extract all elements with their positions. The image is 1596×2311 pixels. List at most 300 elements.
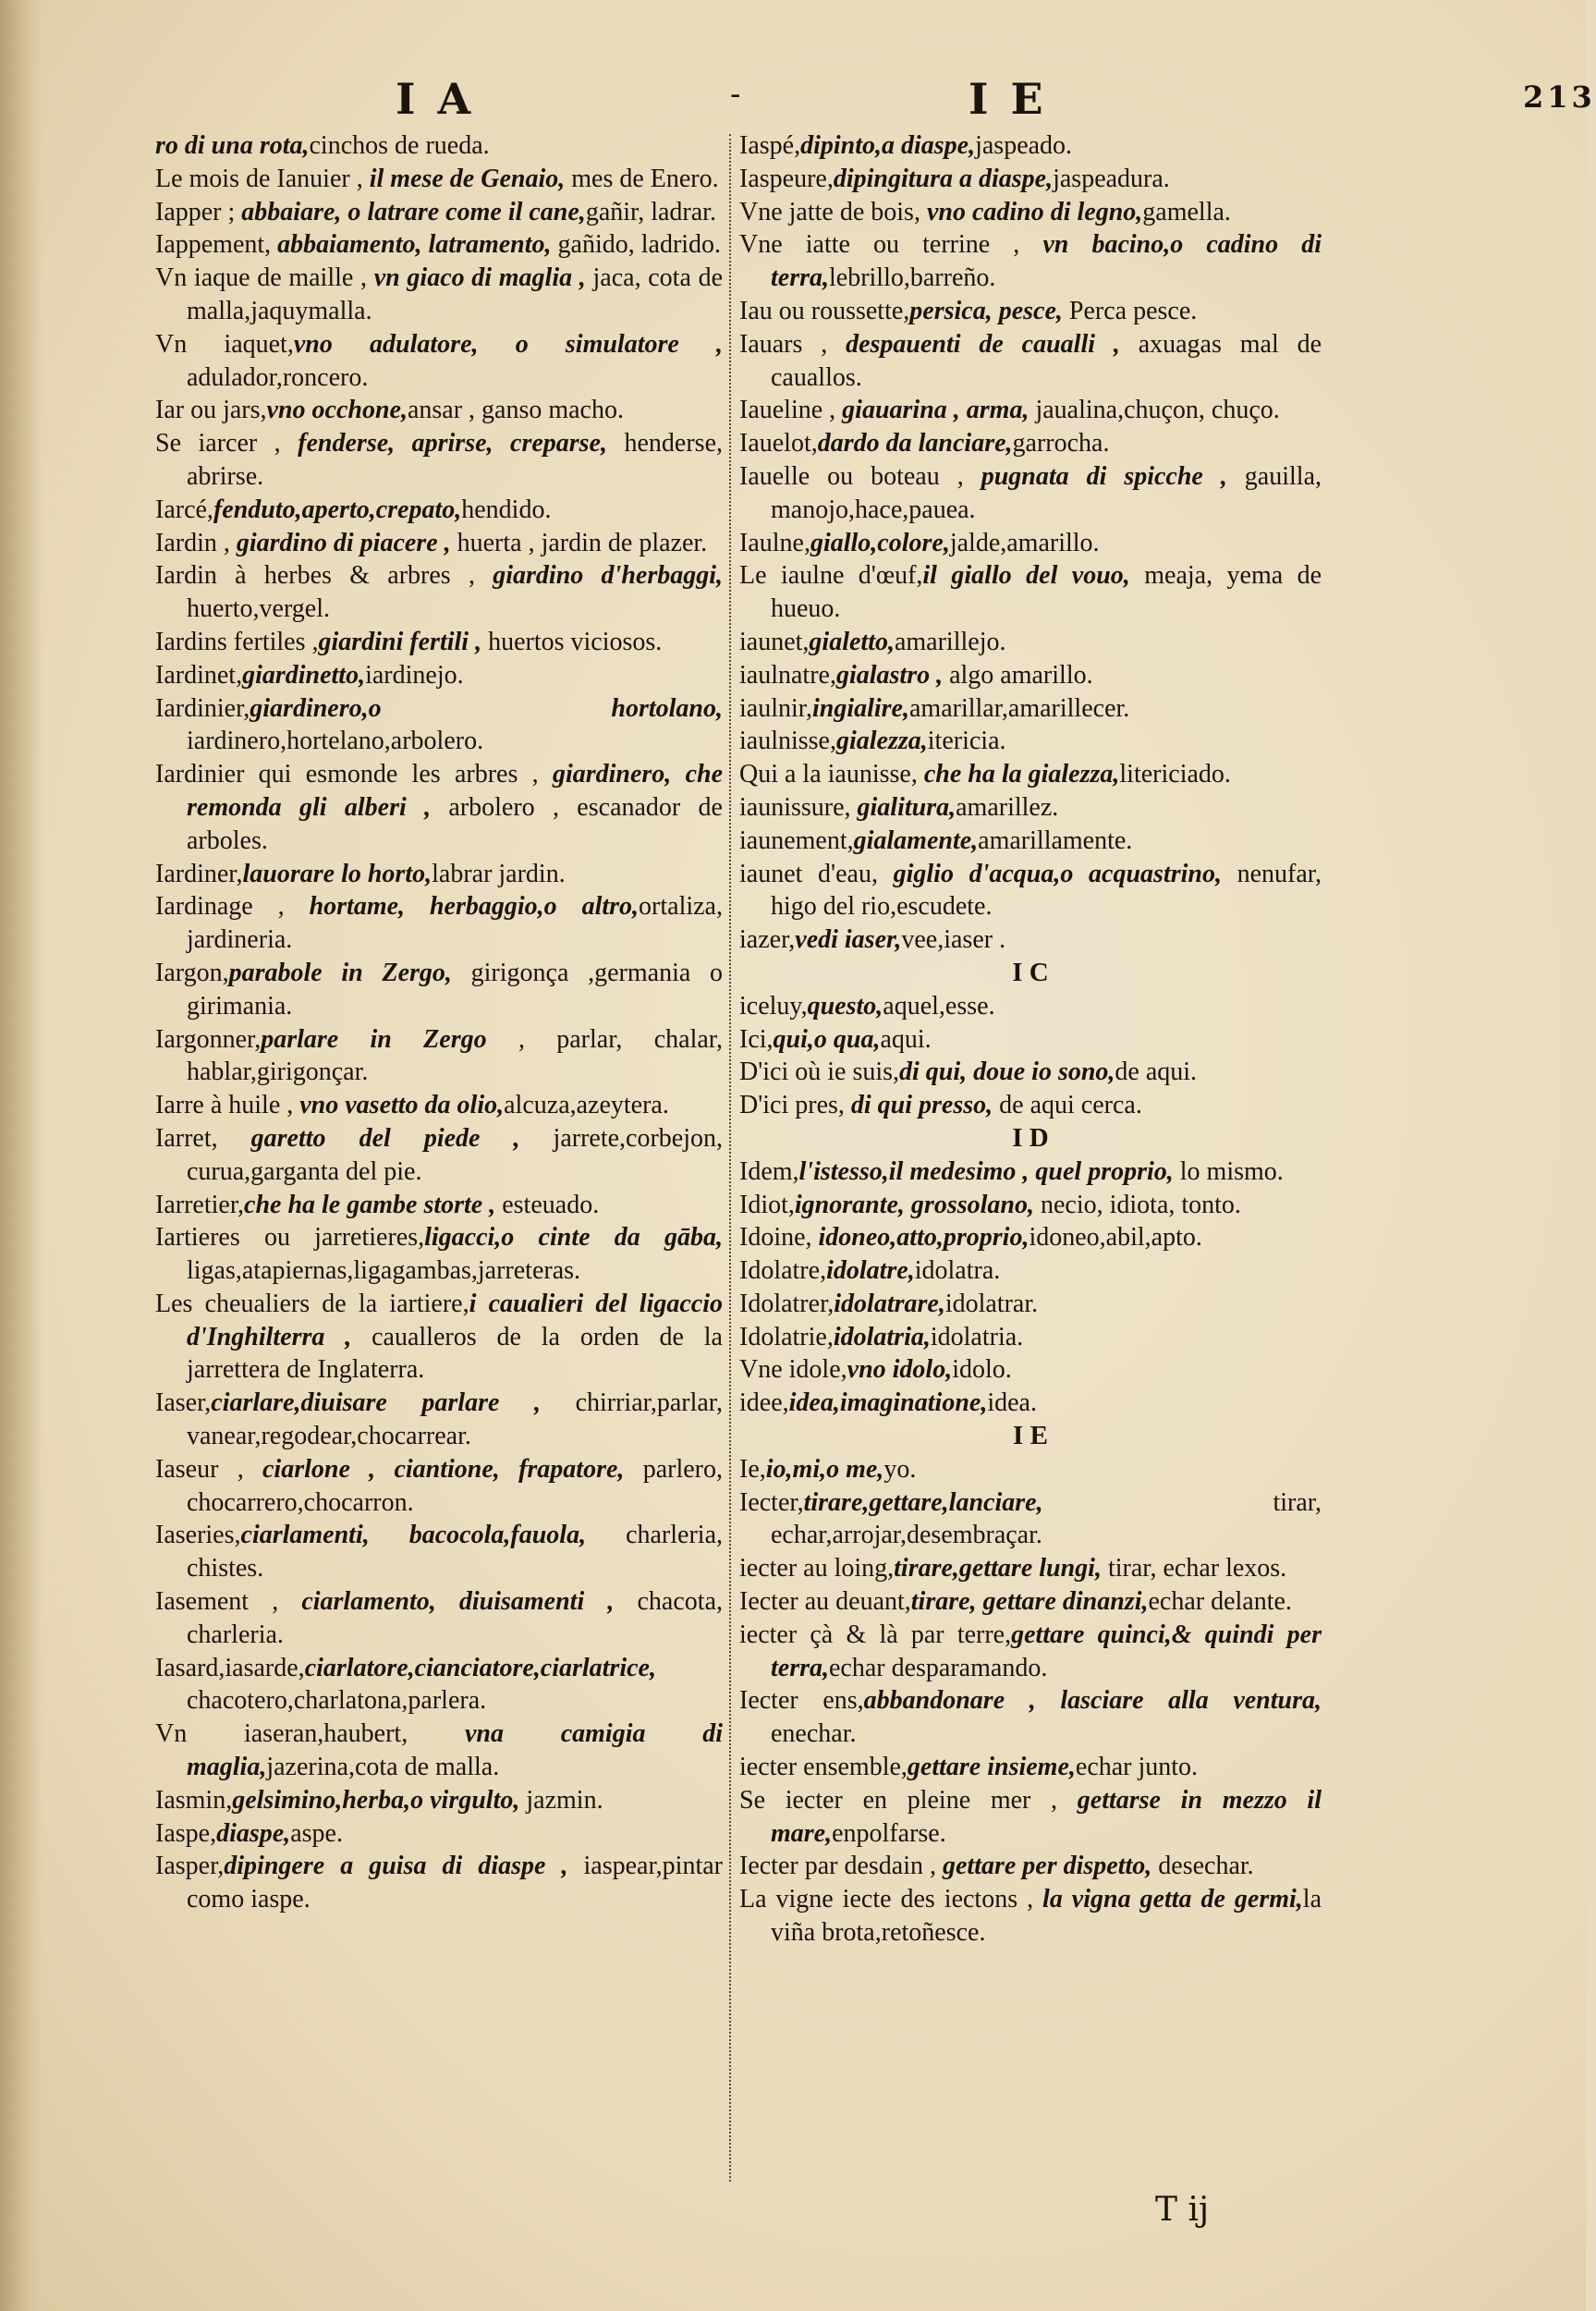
entry-spanish: lebrillo,barreño. — [829, 263, 996, 293]
entry-italian: abbaiare, o latrare come il cane, — [241, 197, 586, 226]
entry-italian: parlare in Zergo — [261, 1024, 487, 1054]
entry-spanish: chacotero,charlatona,parlera. — [187, 1686, 487, 1716]
dictionary-entry — [739, 1850, 1322, 1883]
entry-italian: giglio d'acqua,o acquastrino, — [893, 859, 1222, 888]
entry-italian: giallo,colore, — [810, 528, 950, 557]
entry-headword: Ici, — [739, 1024, 774, 1054]
dictionary-entry — [739, 1453, 1322, 1486]
dictionary-entry — [155, 1817, 723, 1851]
entry-italian: vno vasetto da olio, — [299, 1091, 505, 1120]
entry-spanish: mes de Enero. — [565, 164, 719, 193]
entry-headword: Iardinier qui esmonde les arbres , — [155, 760, 553, 789]
entry-spanish: axuagas mal de cauallos. — [771, 329, 1322, 392]
dictionary-entry — [739, 659, 1322, 692]
dictionary-entry — [739, 1585, 1322, 1619]
entry-italian: garetto del piede , — [250, 1123, 520, 1153]
entry-italian: vno cadino di legno, — [926, 197, 1143, 226]
signature-mark: T ij — [1155, 2191, 1210, 2229]
entry-headword: Iapper ; — [155, 197, 242, 226]
dictionary-entry — [739, 427, 1322, 460]
dictionary-entry — [739, 1883, 1322, 1950]
section-heading: I E — [1013, 1421, 1048, 1451]
dictionary-entry — [739, 1552, 1322, 1585]
entry-headword: Les cheualiers de la iartiere, — [155, 1289, 469, 1318]
entry-headword: Idem, — [739, 1156, 799, 1186]
entry-italian: dardo da lanciare, — [817, 429, 1013, 459]
entry-spanish: tirar, echar,arrojar,desembraçar. — [771, 1487, 1322, 1550]
entry-headword: Vn iaseran,haubert, — [155, 1719, 465, 1749]
entry-spanish: la viña brota,retoñesce. — [771, 1885, 1322, 1948]
entry-headword: Iauelot, — [739, 429, 818, 459]
entry-headword: Iar ou jars, — [155, 396, 267, 425]
running-header — [0, 67, 1596, 131]
entry-headword: Iecter par desdain , — [739, 1852, 943, 1881]
entry-headword: Iardinier, — [155, 693, 250, 723]
dictionary-entry — [739, 527, 1322, 560]
entry-italian: giardino d'herbaggi, — [493, 561, 723, 591]
entry-spanish: echar junto. — [1075, 1753, 1199, 1782]
binding-gutter — [0, 0, 43, 2311]
entry-italian: vn bacino,o cadino di terra, — [771, 230, 1322, 293]
entry-italian: ingialire, — [811, 693, 909, 723]
entry-spanish: parlero, chocarrero,chocarron. — [187, 1454, 723, 1517]
entry-italian: dipingere a guisa di diaspe , — [224, 1852, 568, 1881]
entry-italian: ro di una rota, — [155, 131, 310, 160]
entry-headword: iaunissure, — [739, 792, 858, 822]
entry-italian: dipinto,a diaspe, — [800, 131, 976, 160]
entry-headword: Vne iatte ou terrine , — [739, 230, 1043, 260]
entry-italian: tirare, gettare dinanzi, — [910, 1587, 1149, 1617]
entry-italian: fenduto,aperto,crepato, — [213, 495, 462, 524]
entry-italian: ciarlatore,cianciatore,ciarlatrice, — [304, 1653, 656, 1682]
entry-spanish: charleria, chistes. — [187, 1521, 723, 1583]
entry-italian: idolatria, — [833, 1322, 931, 1351]
entry-headword: iaulnisse, — [739, 727, 836, 756]
entry-spanish: garrocha. — [1012, 429, 1110, 459]
entry-headword: La vigne iecte des iectons , — [739, 1885, 1043, 1914]
entry-spanish: jazmin. — [519, 1785, 603, 1815]
dictionary-entry — [739, 394, 1322, 427]
entry-spanish: tirar, echar lexos. — [1101, 1554, 1287, 1583]
entry-italian: vno adulatore, o simulatore , — [293, 329, 723, 359]
entry-spanish: itericia. — [927, 727, 1006, 756]
entry-headword: Iargonner, — [155, 1024, 262, 1054]
entry-headword: Se iarcer , — [155, 429, 298, 459]
entry-headword: Iardiner, — [155, 859, 243, 888]
entry-italian: giardino di piacere , — [236, 528, 451, 557]
entry-headword: Iardins fertiles , — [155, 627, 319, 656]
dictionary-entry — [739, 1288, 1322, 1321]
entry-spanish: arbolero , escanador de arboles. — [187, 792, 723, 855]
entry-headword: Iaspe, — [155, 1818, 217, 1848]
entry-spanish: aspe. — [290, 1818, 343, 1848]
entry-headword: iaunet d'eau, — [739, 859, 894, 888]
header-left-letters: I A — [396, 74, 475, 124]
entry-spanish: vee,iaser . — [901, 925, 1006, 955]
entry-headword: Ie, — [739, 1454, 766, 1484]
dictionary-entry — [155, 1453, 723, 1520]
dictionary-entry — [739, 858, 1322, 924]
dictionary-entry — [739, 1387, 1322, 1420]
dictionary-entry — [739, 163, 1322, 196]
entry-headword: D'ici pres, — [739, 1091, 851, 1120]
entry-italian: questo, — [807, 991, 883, 1021]
dictionary-entry — [739, 725, 1322, 758]
entry-headword: iecter çà & là par terre, — [739, 1620, 1012, 1649]
entry-headword: Iau ou roussette, — [739, 296, 910, 325]
entry-spanish: huerto,vergel. — [187, 594, 330, 624]
entry-spanish: amarillar,amarillecer. — [908, 693, 1130, 723]
entry-italian: tirare,gettare,lanciare, — [803, 1487, 1043, 1517]
dictionary-entry — [155, 890, 723, 957]
entry-headword: Iarretier, — [155, 1190, 245, 1219]
entry-headword: iaunet, — [739, 627, 810, 656]
entry-spanish: ligas,atapiernas,ligagambas,jarreteras. — [187, 1256, 581, 1286]
entry-italian: gialitura, — [857, 792, 956, 822]
dictionary-entry — [739, 923, 1322, 957]
entry-headword: Iauelle ou boteau , — [739, 461, 981, 491]
entry-spanish: jaspeado. — [975, 131, 1073, 160]
entry-spanish: lo mismo. — [1173, 1156, 1284, 1186]
dictionary-entry — [155, 1585, 723, 1652]
dictionary-entry — [739, 1751, 1322, 1784]
entry-headword: iecter ensemble, — [739, 1753, 908, 1782]
entry-spanish: idolatria. — [930, 1322, 1024, 1351]
entry-headword: Idolatrer, — [739, 1289, 835, 1318]
entry-italian: lauorare lo horto, — [242, 859, 433, 888]
header-dash: - — [730, 76, 745, 113]
entry-spanish: adulador,roncero. — [187, 362, 369, 392]
entry-italian: il mese de Genaio, — [369, 164, 566, 193]
entry-spanish: iardinero,hortelano,arbolero. — [187, 727, 484, 756]
entry-headword: Iargon, — [155, 958, 229, 987]
entry-headword: Vn iaque de maille , — [155, 263, 374, 293]
entry-spanish: amarillez. — [956, 792, 1059, 822]
dictionary-entry — [155, 626, 723, 659]
entry-italian: vedi iaser, — [795, 925, 902, 955]
column-divider — [729, 134, 731, 2182]
header-center-letters: I E — [969, 74, 1047, 124]
left-column — [155, 129, 723, 2191]
entry-headword: Iarret, — [155, 1123, 251, 1153]
dictionary-entry — [155, 427, 723, 494]
dictionary-entry — [739, 1321, 1322, 1354]
entry-italian: ciarlamento, diuisamenti , — [301, 1587, 615, 1617]
entry-headword: Iaspé, — [739, 131, 801, 160]
entry-spanish: idolo. — [952, 1355, 1012, 1385]
entry-italian: fenderse, aprirse, creparse, — [298, 429, 607, 459]
page-footer — [0, 2191, 1586, 2237]
entry-headword: Iecter, — [739, 1487, 804, 1517]
entry-italian: ciarlamenti, bacocola,fauola, — [240, 1521, 587, 1550]
entry-italian: giardinero, che remonda gli alberi , — [187, 760, 724, 822]
entry-spanish: jaca, cota de malla,jaquymalla. — [187, 263, 724, 325]
entry-headword: iaunement, — [739, 825, 854, 855]
entry-headword: Iasper, — [155, 1852, 225, 1881]
entry-headword: Iarcé, — [155, 495, 213, 524]
entry-italian: tirare,gettare lungi, — [894, 1554, 1102, 1583]
entry-italian: gettarse in mezzo il mare, — [771, 1785, 1322, 1848]
entry-headword: Iaulne, — [739, 528, 810, 557]
entry-italian: il giallo del vouo, — [922, 561, 1130, 591]
entry-headword: Iasement , — [155, 1587, 302, 1617]
entry-spanish: enechar. — [771, 1719, 857, 1749]
entry-headword: Vne jatte de bois, — [739, 197, 927, 226]
entry-italian: gialezza, — [836, 727, 928, 756]
entry-italian: idoneo,atto,proprio, — [818, 1223, 1029, 1253]
entry-italian: che ha la gialezza, — [923, 760, 1120, 789]
entry-spanish: echar desparamando. — [829, 1653, 1048, 1682]
entry-spanish: enpolfarse. — [832, 1818, 946, 1848]
dictionary-entry — [155, 1784, 723, 1817]
entry-italian: idea,imaginatione, — [788, 1388, 988, 1418]
entry-italian: idolatrare, — [834, 1289, 945, 1318]
dictionary-entry — [155, 1089, 723, 1122]
entry-spanish: amarillamente. — [978, 825, 1133, 855]
entry-spanish: jaualina,chuçon, chuço. — [1029, 396, 1280, 425]
dictionary-entry — [739, 460, 1322, 527]
dictionary-entry — [739, 129, 1322, 163]
entry-headword: Se iecter en pleine mer , — [739, 1785, 1078, 1815]
dictionary-entry — [155, 1718, 723, 1784]
dictionary-entry — [155, 527, 723, 560]
entry-italian: gialetto, — [809, 627, 895, 656]
entry-italian: diaspe, — [216, 1818, 291, 1848]
dictionary-entry — [155, 692, 723, 759]
entry-spanish: jarrete,corbejon, curua,garganta del pie. — [187, 1123, 724, 1186]
entry-italian: dipingitura a diaspe, — [833, 164, 1054, 193]
dictionary-entry — [739, 758, 1322, 791]
entry-italian: idolatre, — [826, 1256, 915, 1286]
entry-italian: vno idolo, — [847, 1355, 953, 1385]
entry-spanish: cinchos de rueda. — [309, 131, 490, 160]
section-heading: I C — [1012, 957, 1049, 987]
entry-italian: parabole in Zergo, — [228, 958, 452, 987]
dictionary-entry — [739, 196, 1322, 229]
entry-headword: Iauars , — [739, 329, 847, 359]
entry-spanish: idoneo,abil,apto. — [1029, 1223, 1202, 1253]
section-heading: I D — [1012, 1122, 1049, 1153]
entry-spanish: desechar. — [1151, 1852, 1254, 1881]
entry-italian: che ha le gambe storte , — [244, 1190, 496, 1219]
dictionary-entry — [739, 559, 1322, 626]
entry-spanish: , parlar, chalar, hablar,girigonçar. — [187, 1024, 723, 1087]
dictionary-entry — [155, 559, 723, 626]
entry-headword: Idolatrie, — [739, 1322, 834, 1351]
dictionary-entry — [739, 825, 1322, 858]
entry-headword: Iasard,iasarde, — [155, 1653, 305, 1682]
entry-italian: gettare quinci,& quindi per terra, — [771, 1620, 1322, 1682]
entry-spanish: chacota, charleria. — [187, 1587, 723, 1649]
dictionary-entry — [155, 858, 723, 891]
entry-spanish: aquel,esse. — [883, 991, 995, 1021]
dictionary-entry — [155, 129, 723, 163]
dictionary-entry — [739, 990, 1322, 1023]
entry-headword: Iaueline , — [739, 396, 843, 425]
dictionary-entry — [739, 1023, 1322, 1057]
entry-headword: Iardin à herbes & arbres , — [155, 561, 493, 591]
entry-italian: gettare per dispetto, — [943, 1852, 1152, 1881]
dictionary-entry — [155, 494, 723, 527]
entry-spanish: henderse, abrirse. — [187, 429, 723, 491]
entry-italian: gialastro , — [835, 660, 944, 690]
entry-italian: despauenti de caualli , — [846, 329, 1120, 359]
entry-italian: pugnata di spicche , — [981, 461, 1227, 491]
dictionary-entry — [155, 1189, 723, 1222]
entry-italian: vna camigia di maglia, — [187, 1719, 724, 1782]
dictionary-entry — [155, 1519, 723, 1585]
entry-spanish: ortaliza, jardineria. — [187, 892, 723, 955]
entry-spanish: gañir, ladrar. — [585, 197, 716, 226]
entry-spanish: de aqui cerca. — [993, 1091, 1142, 1120]
dictionary-entry — [155, 1122, 723, 1189]
entry-headword: Iappement, — [155, 230, 278, 260]
dictionary-entry — [739, 1784, 1322, 1851]
entry-italian: ciarlare,diuisare parlare , — [211, 1388, 541, 1418]
entry-headword: Iaser, — [155, 1388, 212, 1418]
entry-spanish: gauilla, manojo,hace,pauea. — [771, 461, 1322, 524]
entry-headword: iaulnatre, — [739, 660, 836, 690]
entry-headword: Iaseries, — [155, 1521, 241, 1550]
entry-headword: Iasmin, — [155, 1785, 233, 1815]
entry-headword: Iecter ens, — [739, 1686, 864, 1716]
dictionary-entry — [155, 758, 723, 857]
entry-spanish: caualleros de la orden de la jarrettera de Inglaterra. — [187, 1322, 723, 1385]
entry-italian: la vigna getta de germi, — [1042, 1885, 1303, 1914]
entry-spanish: ansar , ganso macho. — [407, 396, 624, 425]
entry-headword: iceluy, — [739, 991, 808, 1021]
entry-spanish: echar delante. — [1148, 1587, 1292, 1617]
entry-headword: Iarre à huile , — [155, 1091, 300, 1120]
dictionary-entry — [155, 328, 723, 395]
entry-spanish: jalde,amarillo. — [949, 528, 1100, 557]
entry-italian: giardinero,o hortolano, — [250, 693, 723, 723]
entry-headword: idee, — [739, 1388, 789, 1418]
entry-headword: Idiot, — [739, 1190, 795, 1219]
entry-spanish: huertos viciosos. — [481, 627, 663, 656]
entry-spanish: huerta , jardin de plazer. — [450, 528, 708, 557]
dictionary-entry — [739, 1684, 1322, 1751]
entry-headword: Iecter au deuant, — [739, 1587, 911, 1617]
dictionary-entry — [739, 1056, 1322, 1089]
entry-italian: ligacci,o cinte da gāba, — [424, 1223, 723, 1253]
dictionary-entry — [155, 957, 723, 1023]
dictionary-entry — [739, 1486, 1322, 1553]
entry-spanish: de aqui. — [1115, 1058, 1198, 1087]
dictionary-entry — [155, 1023, 723, 1090]
entry-italian: persica, pesce, — [909, 296, 1063, 325]
entry-spanish: jazerina,cota de malla. — [266, 1753, 500, 1782]
entry-italian: giardini fertili , — [318, 627, 482, 656]
entry-italian: ignorante, grossolano, — [794, 1190, 1034, 1219]
dictionary-entry — [155, 262, 723, 328]
dictionary-entry — [739, 692, 1322, 726]
entry-spanish: necio, idiota, tonto. — [1033, 1190, 1241, 1219]
dictionary-entry — [739, 1353, 1322, 1387]
entry-headword: Vn iaquet, — [155, 329, 294, 359]
entry-italian: di qui presso, — [850, 1091, 993, 1120]
dictionary-entry — [739, 1221, 1322, 1254]
entry-italian: abbandonare , lasciare alla ventura, — [863, 1686, 1322, 1716]
right-column — [739, 129, 1322, 2191]
entry-headword: Iardinet, — [155, 660, 243, 690]
dictionary-entry — [739, 228, 1322, 295]
entry-headword: Vne idole, — [739, 1355, 847, 1385]
dictionary-entry — [155, 1288, 723, 1387]
entry-spanish: labrar jardin. — [432, 859, 566, 888]
entry-headword: iazer, — [739, 925, 796, 955]
entry-headword: Iaspeure, — [739, 164, 834, 193]
entry-spanish: idolatra. — [914, 1256, 1001, 1286]
dictionary-entry — [739, 1089, 1322, 1122]
entry-italian: giauarina , arma, — [842, 396, 1029, 425]
entry-headword: iecter au loing, — [739, 1554, 895, 1583]
page-number: 213 — [1523, 79, 1596, 115]
dictionary-entry — [739, 1156, 1322, 1189]
dictionary-entry — [739, 295, 1322, 328]
dictionary-entry — [739, 1254, 1322, 1288]
dictionary-entry — [155, 659, 723, 692]
entry-headword: Iardinage , — [155, 892, 310, 922]
entry-headword: Idoine, — [739, 1223, 819, 1253]
entry-headword: Iardin , — [155, 528, 237, 557]
entry-italian: abbaiamento, latramento, — [277, 230, 552, 260]
entry-spanish: amarillejo. — [894, 627, 1006, 656]
entry-spanish: hendido. — [461, 495, 552, 524]
entry-headword: D'ici où ie suis, — [739, 1058, 900, 1087]
entry-italian: giardinetto, — [242, 660, 366, 690]
entry-italian: i caualieri del ligaccio d'Inghilterra , — [187, 1289, 724, 1351]
entry-spanish: litericiado. — [1119, 760, 1231, 789]
entry-italian: gettare insieme, — [907, 1753, 1076, 1782]
entry-spanish: girigonça ,germania o girimania. — [187, 958, 724, 1021]
entry-italian: qui,o qua, — [773, 1024, 881, 1054]
entry-spanish: nenufar, higo del rio,escudete. — [771, 859, 1322, 922]
entry-headword: Le mois de Ianuier , — [155, 164, 370, 193]
dictionary-entry — [739, 328, 1322, 395]
dictionary-entry — [155, 1850, 723, 1916]
entry-headword: Le iaulne d'œuf, — [739, 561, 923, 591]
dictionary-entry — [155, 394, 723, 427]
dictionary-entry — [739, 791, 1322, 825]
entry-spanish: iardinejo. — [365, 660, 464, 690]
entry-italian: gelsimino,herba,o virgulto, — [232, 1785, 520, 1815]
entry-headword: Iaseur , — [155, 1454, 262, 1484]
entry-spanish: alcuza,azeytera. — [504, 1091, 669, 1120]
entry-italian: ciarlone , ciantione, frapatore, — [262, 1454, 625, 1484]
entry-spanish: iaspear,pintar como iaspe. — [187, 1852, 723, 1914]
dictionary-entry — [155, 1387, 723, 1453]
dictionary-entry — [155, 196, 723, 229]
entry-spanish: aqui. — [880, 1024, 932, 1054]
entry-spanish: yo. — [883, 1454, 917, 1484]
entry-spanish: gamella. — [1142, 197, 1231, 226]
entry-italian: gialamente, — [853, 825, 979, 855]
entry-spanish: esteuado. — [495, 1190, 600, 1219]
dictionary-entry — [155, 163, 723, 196]
entry-spanish: Perca pesce. — [1062, 296, 1198, 325]
entry-italian: vno occhone, — [266, 396, 408, 425]
entry-spanish: idea. — [987, 1388, 1037, 1418]
entry-spanish: gañido, ladrido. — [551, 230, 722, 260]
entry-spanish: jaspeadura. — [1053, 164, 1170, 193]
entry-spanish: meaja, yema de hueuo. — [771, 561, 1322, 624]
entry-headword: iaulnir, — [739, 693, 812, 723]
dictionary-entry — [739, 626, 1322, 659]
entry-spanish: idolatrar. — [944, 1289, 1039, 1318]
entry-italian: hortame, herbaggio,o altro, — [309, 892, 640, 922]
dictionary-entry — [739, 1189, 1322, 1222]
